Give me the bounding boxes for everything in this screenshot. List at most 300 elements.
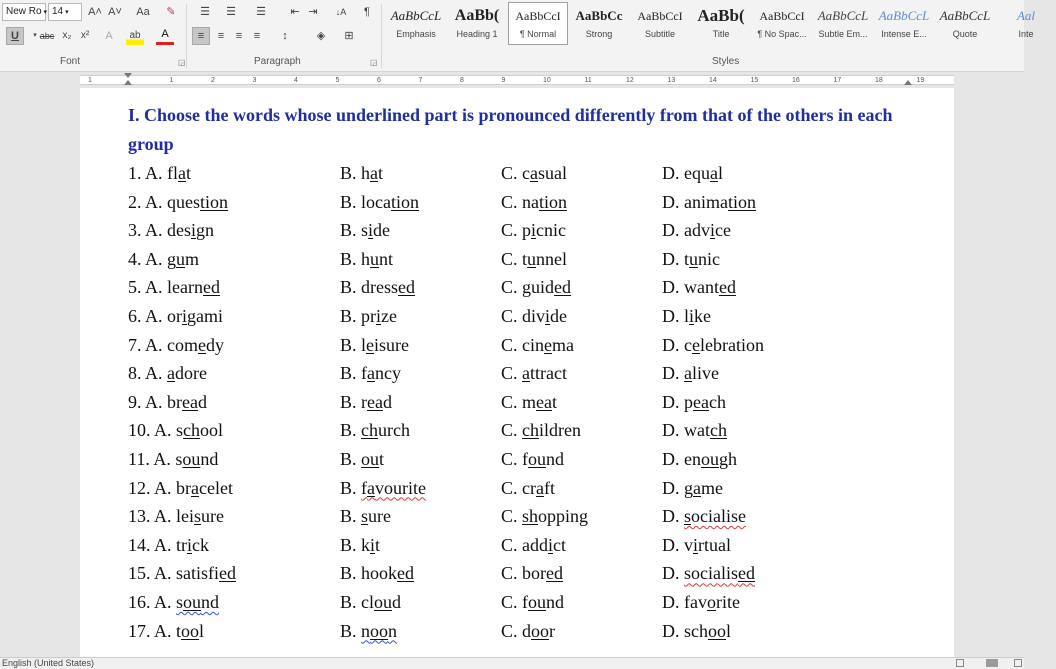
- answer-option: [340, 531, 380, 560]
- option-word: [522, 335, 574, 355]
- word-prefix: satisfi: [176, 563, 220, 584]
- question-row: [128, 474, 908, 503]
- word-suffix: de: [373, 220, 391, 241]
- ruler-number: 16: [792, 77, 800, 84]
- option-word: [684, 563, 755, 583]
- answer-option: [662, 331, 764, 360]
- language-status[interactable]: English (United States): [2, 658, 95, 668]
- word-suffix: urch: [378, 420, 410, 441]
- word-underlined: tion: [200, 191, 229, 212]
- document-page[interactable]: [80, 88, 954, 668]
- ruler-number: 6: [377, 77, 381, 84]
- option-word: [522, 163, 567, 183]
- word-suffix: d: [383, 391, 392, 412]
- option-word: [361, 478, 426, 498]
- option-letter: A.: [154, 563, 172, 584]
- paragraph-group-label: Paragraph: [254, 56, 301, 67]
- text-effects-icon[interactable]: A: [105, 30, 113, 42]
- option-letter: A.: [145, 191, 163, 212]
- answer-option: [662, 416, 727, 445]
- increase-indent-icon[interactable]: ⇥: [308, 6, 318, 18]
- ruler-number: 1: [88, 77, 92, 84]
- first-line-indent-marker-icon[interactable]: [124, 73, 132, 78]
- question-row: [128, 388, 908, 417]
- option-word: [522, 249, 567, 269]
- ruler-strip[interactable]: [80, 75, 954, 85]
- question-row: [128, 188, 908, 217]
- read-mode-icon[interactable]: [956, 659, 964, 667]
- align-right-button[interactable]: ≡: [235, 30, 243, 42]
- word-prefix: want: [684, 277, 719, 298]
- option-letter: A.: [145, 163, 163, 183]
- ruler-number: 9: [501, 77, 506, 84]
- style-tile[interactable]: [996, 2, 1056, 45]
- question-row: [128, 617, 908, 646]
- sort-icon[interactable]: ↓A: [335, 7, 347, 17]
- bullets-icon[interactable]: ☰: [200, 6, 210, 18]
- answer-option: [662, 359, 719, 388]
- answer-option: [662, 531, 731, 560]
- word-prefix: k: [361, 534, 371, 555]
- option-letter: C.: [501, 449, 518, 469]
- answer-option: [128, 302, 223, 331]
- ruler-number: 2: [211, 77, 215, 84]
- font-dialog-launcher-icon[interactable]: ◲: [178, 58, 186, 67]
- answer-option: [340, 245, 393, 274]
- word-underlined: a: [684, 363, 692, 384]
- option-letter: C.: [501, 306, 518, 326]
- option-letter: B.: [340, 191, 357, 212]
- shrink-font-button[interactable]: [106, 3, 124, 21]
- answer-option: [340, 273, 415, 302]
- option-word: [167, 335, 224, 355]
- word-underlined: ea: [693, 391, 709, 412]
- style-name: Title: [712, 29, 730, 39]
- word-prefix: f: [361, 477, 368, 498]
- style-name: ¶ No Spac...: [757, 29, 807, 39]
- word-prefix: t: [176, 620, 182, 641]
- ruler-number: 14: [709, 77, 717, 84]
- style-preview: AaBb(: [697, 6, 745, 25]
- font-size-value: 14: [52, 6, 64, 17]
- word-prefix: fl: [167, 163, 179, 183]
- answer-option: [128, 273, 220, 302]
- answer-option: [662, 273, 736, 302]
- option-letter: D.: [662, 277, 680, 298]
- font-name-dropdown[interactable]: [2, 3, 46, 21]
- option-word: [361, 506, 391, 526]
- option-word: [361, 335, 409, 355]
- word-prefix: bor: [522, 563, 547, 584]
- ribbon-divider: [381, 4, 382, 68]
- word-prefix: s: [176, 420, 184, 441]
- option-letter: B.: [340, 363, 357, 384]
- left-indent-marker-icon[interactable]: [124, 80, 132, 85]
- word-underlined: i: [710, 220, 716, 241]
- ruler-number: 19: [916, 77, 925, 84]
- font-group-label: Font: [60, 56, 81, 67]
- multilevel-list-icon[interactable]: ☰: [256, 6, 266, 18]
- question-row: [128, 359, 908, 388]
- option-word: [361, 449, 384, 469]
- answer-option: [128, 245, 199, 274]
- word-underlined: u: [527, 248, 537, 269]
- question-row: [128, 559, 908, 588]
- word-prefix: wat: [684, 420, 710, 441]
- option-word: [684, 621, 731, 641]
- style-preview: AaBbCcL: [817, 8, 869, 23]
- question-row: [128, 445, 908, 474]
- grow-font-button[interactable]: [86, 3, 104, 21]
- option-word: [522, 392, 557, 412]
- word-suffix: t: [379, 449, 385, 469]
- question-number: 8.: [128, 363, 142, 384]
- word-prefix: c: [522, 163, 531, 183]
- option-word: [167, 249, 199, 269]
- paragraph-dialog-launcher-icon[interactable]: ◲: [370, 58, 378, 67]
- answer-option: [128, 559, 236, 588]
- word-suffix: opping: [538, 506, 589, 527]
- option-letter: C.: [501, 534, 518, 555]
- answer-option: [662, 559, 755, 588]
- word-prefix: en: [684, 449, 701, 469]
- option-letter: B.: [340, 592, 357, 612]
- style-preview: AaBbCcL: [390, 8, 442, 23]
- word-underlined: a: [167, 363, 176, 384]
- answer-option: [662, 388, 726, 417]
- word-underlined: ou: [528, 592, 547, 612]
- word-suffix: l: [718, 163, 724, 183]
- answer-option: [128, 416, 223, 445]
- answer-option: [340, 445, 384, 474]
- word-suffix: ke: [694, 306, 712, 326]
- word-suffix: n: [388, 620, 398, 641]
- word-suffix: dy: [206, 334, 225, 355]
- style-tile[interactable]: [447, 2, 507, 45]
- word-suffix: ct: [553, 534, 567, 555]
- option-letter: D.: [662, 163, 680, 183]
- ruler-number: 13: [667, 77, 676, 84]
- answer-option: [128, 474, 233, 503]
- superscript-button[interactable]: x²: [80, 30, 90, 41]
- styles-group-label: Styles: [712, 56, 740, 67]
- option-letter: C.: [501, 277, 518, 298]
- option-letter: B.: [340, 334, 357, 355]
- option-letter: D.: [662, 191, 680, 212]
- option-word: [684, 592, 740, 612]
- style-tile[interactable]: [569, 2, 629, 45]
- align-center-button[interactable]: ≡: [217, 30, 225, 42]
- change-case-label: Aa: [136, 6, 150, 18]
- exercise-heading: I. Choose the words whose underlined part is pronounced differently from that of the others in each group: [128, 105, 893, 154]
- answer-option: [501, 559, 563, 588]
- word-prefix: cl: [361, 592, 375, 612]
- option-letter: C.: [501, 163, 518, 183]
- option-letter: C.: [501, 334, 518, 355]
- word-suffix: gh: [719, 449, 737, 469]
- word-underlined: ed: [738, 563, 755, 584]
- borders-icon[interactable]: ⊞: [344, 30, 354, 42]
- style-tile[interactable]: [935, 2, 995, 45]
- word-suffix: ocialise: [691, 506, 746, 527]
- subscript-button[interactable]: x₂: [62, 30, 72, 41]
- word-underlined: sh: [522, 506, 539, 527]
- option-word: [167, 277, 220, 297]
- ruler-number: 18: [875, 77, 883, 84]
- option-letter: D.: [662, 391, 680, 412]
- clear-formatting-icon[interactable]: ✎: [166, 6, 176, 18]
- question-row: [128, 216, 908, 245]
- shrink-font-label: A˅: [108, 6, 122, 18]
- numbering-icon[interactable]: ☰: [226, 6, 236, 18]
- word-suffix: ool: [200, 420, 224, 441]
- option-word: [684, 249, 720, 269]
- ruler-number: 4: [294, 77, 298, 84]
- ruler-number: 17: [833, 77, 842, 84]
- word-underlined: oo: [708, 620, 726, 641]
- right-indent-marker-icon[interactable]: [904, 80, 912, 85]
- word-prefix: p: [684, 391, 693, 412]
- option-word: [684, 277, 736, 297]
- style-name: Inte: [1018, 29, 1034, 39]
- option-word: [522, 449, 564, 469]
- question-number: 5.: [128, 277, 142, 298]
- option-word: [684, 363, 719, 383]
- answer-option: [662, 159, 723, 188]
- answer-option: [501, 245, 567, 274]
- answer-option: [662, 216, 731, 245]
- word-underlined: i: [370, 534, 376, 555]
- style-name: Subtle Em...: [818, 29, 868, 39]
- chevron-down-icon: ▾: [41, 9, 48, 16]
- word-underlined: ou: [182, 449, 201, 469]
- word-suffix: celet: [199, 477, 233, 498]
- underline-dropdown-icon[interactable]: ▾: [33, 32, 37, 39]
- strikethrough-button[interactable]: abc: [39, 31, 55, 41]
- option-letter: A.: [145, 391, 163, 412]
- word-underlined: a: [522, 363, 531, 384]
- word-prefix: loca: [361, 191, 391, 212]
- word-underlined: a: [530, 163, 539, 183]
- word-underlined: ed: [397, 563, 415, 584]
- word-prefix: br: [167, 391, 183, 412]
- answer-option: [128, 445, 218, 474]
- word-suffix: ce: [715, 220, 731, 241]
- style-tile[interactable]: [691, 2, 751, 45]
- highlight-color-icon[interactable]: ab: [126, 27, 144, 45]
- option-word: [361, 535, 380, 555]
- word-underlined: e: [198, 334, 207, 355]
- word-underlined: ed: [398, 277, 416, 298]
- word-underlined: a: [370, 163, 379, 183]
- answer-option: [128, 531, 209, 560]
- word-prefix: s: [176, 592, 184, 612]
- option-letter: D.: [662, 220, 680, 241]
- word-underlined: s: [194, 506, 202, 527]
- question-row: [128, 331, 908, 360]
- word-prefix: dress: [361, 277, 399, 298]
- word-underlined: ou: [374, 592, 393, 612]
- style-name: Heading 1: [456, 29, 498, 39]
- question-row: [128, 245, 908, 274]
- option-word: [167, 192, 228, 212]
- question-number: 2.: [128, 191, 142, 212]
- word-prefix: f: [361, 363, 368, 384]
- word-suffix: ure: [201, 506, 225, 527]
- style-name: Emphasis: [396, 29, 436, 39]
- question-number: 3.: [128, 220, 142, 241]
- word-underlined: ed: [554, 277, 572, 298]
- option-word: [684, 392, 726, 412]
- answer-option: [501, 359, 567, 388]
- word-underlined: i: [191, 220, 197, 241]
- option-word: [361, 249, 393, 269]
- word-prefix: l: [361, 334, 367, 355]
- question-row: [128, 588, 908, 617]
- answer-option: [501, 273, 571, 302]
- chevron-down-icon: ▾: [63, 9, 69, 16]
- style-tile[interactable]: [752, 2, 812, 45]
- word-suffix: t: [186, 163, 192, 183]
- word-prefix: adv: [684, 220, 710, 241]
- style-preview: AaBb(: [454, 7, 500, 24]
- option-word: [167, 220, 214, 240]
- justify-button[interactable]: ≡: [253, 30, 261, 42]
- ruler-number: 10: [543, 77, 551, 84]
- option-letter: A.: [154, 620, 172, 641]
- style-tile[interactable]: [874, 2, 934, 45]
- ruler-number: 11: [584, 77, 592, 84]
- word-suffix: gn: [196, 220, 215, 241]
- word-suffix: rtual: [698, 534, 732, 555]
- word-suffix: ze: [381, 306, 398, 326]
- word-prefix: f: [522, 449, 529, 469]
- font-name-value: New Ro: [6, 6, 42, 17]
- option-word: [684, 420, 727, 440]
- word-prefix: des: [167, 220, 192, 241]
- word-prefix: hook: [361, 563, 398, 584]
- shading-icon[interactable]: ◈: [316, 30, 326, 42]
- option-word: [522, 535, 566, 555]
- option-word: [361, 306, 397, 326]
- word-underlined: tion: [727, 191, 756, 212]
- option-word: [684, 449, 737, 469]
- word-prefix: s: [175, 449, 183, 469]
- word-underlined: i: [693, 534, 699, 555]
- option-letter: A.: [154, 506, 172, 527]
- answer-option: [501, 445, 564, 474]
- word-underlined: e: [692, 334, 700, 355]
- word-prefix: h: [361, 163, 371, 183]
- option-word: [361, 592, 401, 612]
- word-prefix: g: [684, 477, 693, 498]
- option-word: [522, 363, 567, 383]
- option-word: [176, 592, 219, 612]
- style-tile[interactable]: [508, 2, 568, 45]
- grow-font-label: A˄: [88, 6, 102, 18]
- question-number: 17.: [128, 620, 151, 641]
- question-row: [128, 273, 908, 302]
- word-underlined: i: [368, 220, 374, 241]
- option-word: [176, 420, 223, 440]
- style-tile[interactable]: [813, 2, 873, 45]
- option-word: [176, 563, 236, 583]
- option-letter: B.: [340, 420, 357, 441]
- answer-option: [128, 388, 207, 417]
- option-letter: C.: [501, 563, 518, 584]
- word-underlined: a: [178, 163, 187, 183]
- word-underlined: i: [548, 534, 554, 555]
- change-case-button[interactable]: [130, 3, 156, 21]
- word-prefix: m: [522, 391, 537, 412]
- option-letter: A.: [145, 248, 163, 269]
- word-underlined: ou: [528, 449, 547, 469]
- option-word: [361, 392, 392, 412]
- answer-option: [501, 502, 588, 531]
- align-left-button[interactable]: ≡: [192, 27, 210, 45]
- show-formatting-marks-icon[interactable]: ¶: [364, 6, 370, 18]
- word-suffix: nt: [379, 248, 394, 269]
- style-tile[interactable]: [630, 2, 690, 45]
- underline-button[interactable]: U: [6, 27, 24, 45]
- word-underlined: a: [536, 477, 544, 498]
- option-letter: B.: [340, 391, 357, 412]
- word-suffix: dore: [175, 363, 207, 384]
- option-word: [361, 563, 414, 583]
- line-spacing-icon[interactable]: ↕: [282, 30, 288, 42]
- word-prefix: tr: [176, 534, 188, 555]
- print-layout-icon[interactable]: [986, 659, 998, 667]
- word-underlined: oo: [531, 620, 550, 641]
- option-word: [361, 621, 397, 641]
- word-suffix: nic: [698, 248, 721, 269]
- word-underlined: ou: [701, 449, 719, 469]
- answer-option: [340, 416, 410, 445]
- word-suffix: ma: [552, 334, 575, 355]
- answer-option: [340, 359, 401, 388]
- option-letter: D.: [662, 534, 680, 555]
- word-underlined: ch: [710, 420, 727, 441]
- option-word: [684, 478, 723, 498]
- question-number: 14.: [128, 534, 151, 555]
- ribbon-divider: [186, 4, 187, 68]
- status-bar: [0, 657, 1024, 669]
- font-color-icon[interactable]: A: [156, 27, 174, 45]
- word-prefix: c: [684, 334, 692, 355]
- option-letter: D.: [662, 449, 680, 469]
- word-underlined: oo: [370, 620, 389, 641]
- word-prefix: f: [522, 592, 529, 612]
- word-suffix: ck: [192, 534, 210, 555]
- word-underlined: u: [176, 248, 186, 269]
- word-underlined: a: [693, 477, 701, 498]
- word-underlined: u: [370, 248, 380, 269]
- question-number: 10.: [128, 420, 151, 441]
- font-size-dropdown[interactable]: [48, 3, 82, 21]
- decrease-indent-icon[interactable]: ⇤: [290, 6, 300, 18]
- option-letter: D.: [662, 506, 680, 527]
- web-layout-icon[interactable]: [1014, 659, 1022, 667]
- option-word: [522, 192, 567, 212]
- word-prefix: learn: [167, 277, 203, 298]
- ribbon: [0, 0, 1036, 72]
- word-underlined: ed: [546, 563, 564, 584]
- word-suffix: t: [378, 163, 384, 183]
- option-letter: C.: [501, 477, 518, 498]
- style-tile[interactable]: [386, 2, 446, 45]
- answer-option: [340, 588, 401, 617]
- option-letter: B.: [340, 506, 357, 527]
